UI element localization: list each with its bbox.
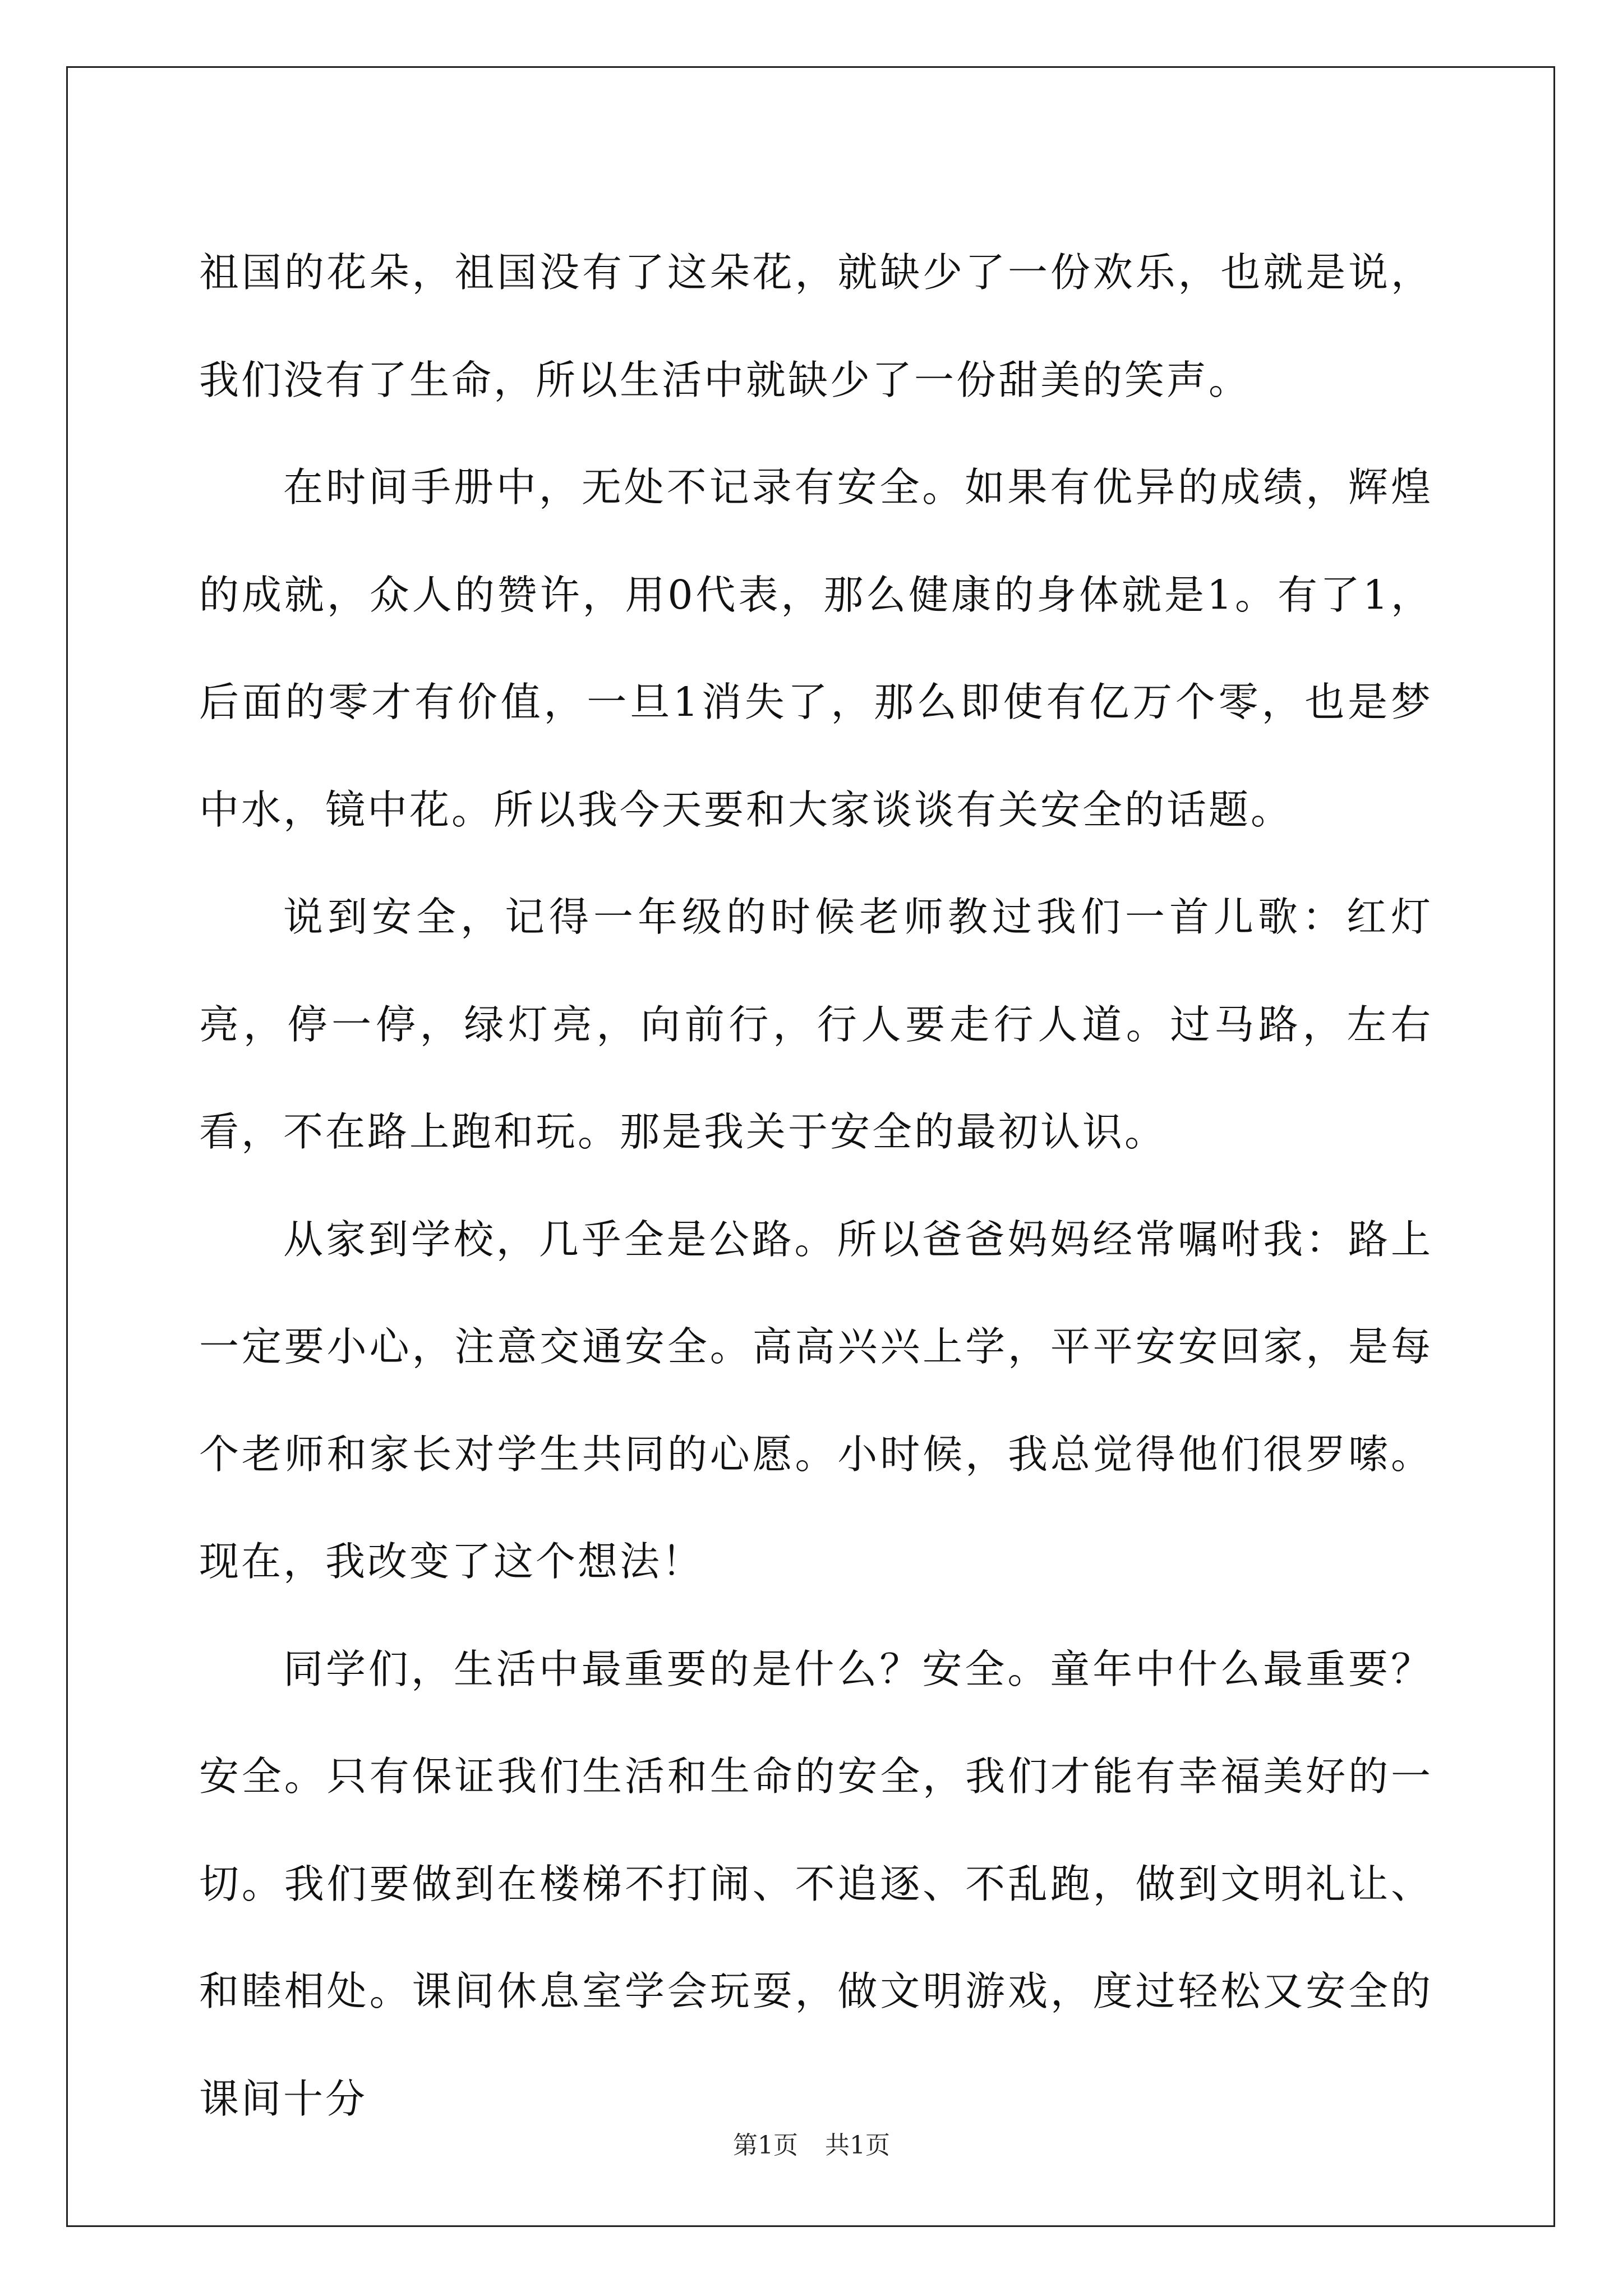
paragraph-2: 在时间手册中，无处不记录有安全。如果有优异的成绩，辉煌的成就，众人的赞许，用0代表，那么健康的身体就是1。有了1，后面的零才有价值，一旦1消失了，那么即使有亿万个零，也是梦中水，镜中花。所以我今天要和大家谈谈有关安全的话题。 — [199, 464, 1433, 833]
paragraph-4: 从家到学校，几乎全是公路。所以爸爸妈妈经常嘱咐我：路上一定要小心，注意交通安全。高高兴兴上学，平平安安回家，是每个老师和家长对学生共同的心愿。小时候，我总觉得他们很罗嗦。现在，我改变了这个想法！ — [199, 1216, 1433, 1585]
paragraph-3: 说到安全，记得一年级的时候老师教过我们一首儿歌：红灯亮，停一停，绿灯亮，向前行，行人要走行人道。过马路，左右看，不在路上跑和玩。那是我关于安全的最初认识。 — [199, 894, 1433, 1155]
document-body — [199, 219, 1433, 2152]
page-number-current: 第1页 — [733, 2131, 798, 2160]
paragraph-1: 祖国的花朵，祖国没有了这朵花，就缺少了一份欢乐，也就是说，我们没有了生命，所以生活中就缺少了一份甜美的笑声。 — [199, 249, 1433, 403]
page-footer — [0, 2129, 1623, 2162]
paragraph-5: 同学们，生活中最重要的是什么？安全。童年中什么最重要？安全。只有保证我们生活和生命的安全，我们才能有幸福美好的一切。我们要做到在楼梯不打闹、不追逐、不乱跑，做到文明礼让、和睦相处。课间休息室学会玩耍，做文明游戏，度过轻松又安全的课间十分 — [199, 1645, 1433, 2122]
page-number-total: 共1页 — [825, 2131, 890, 2160]
